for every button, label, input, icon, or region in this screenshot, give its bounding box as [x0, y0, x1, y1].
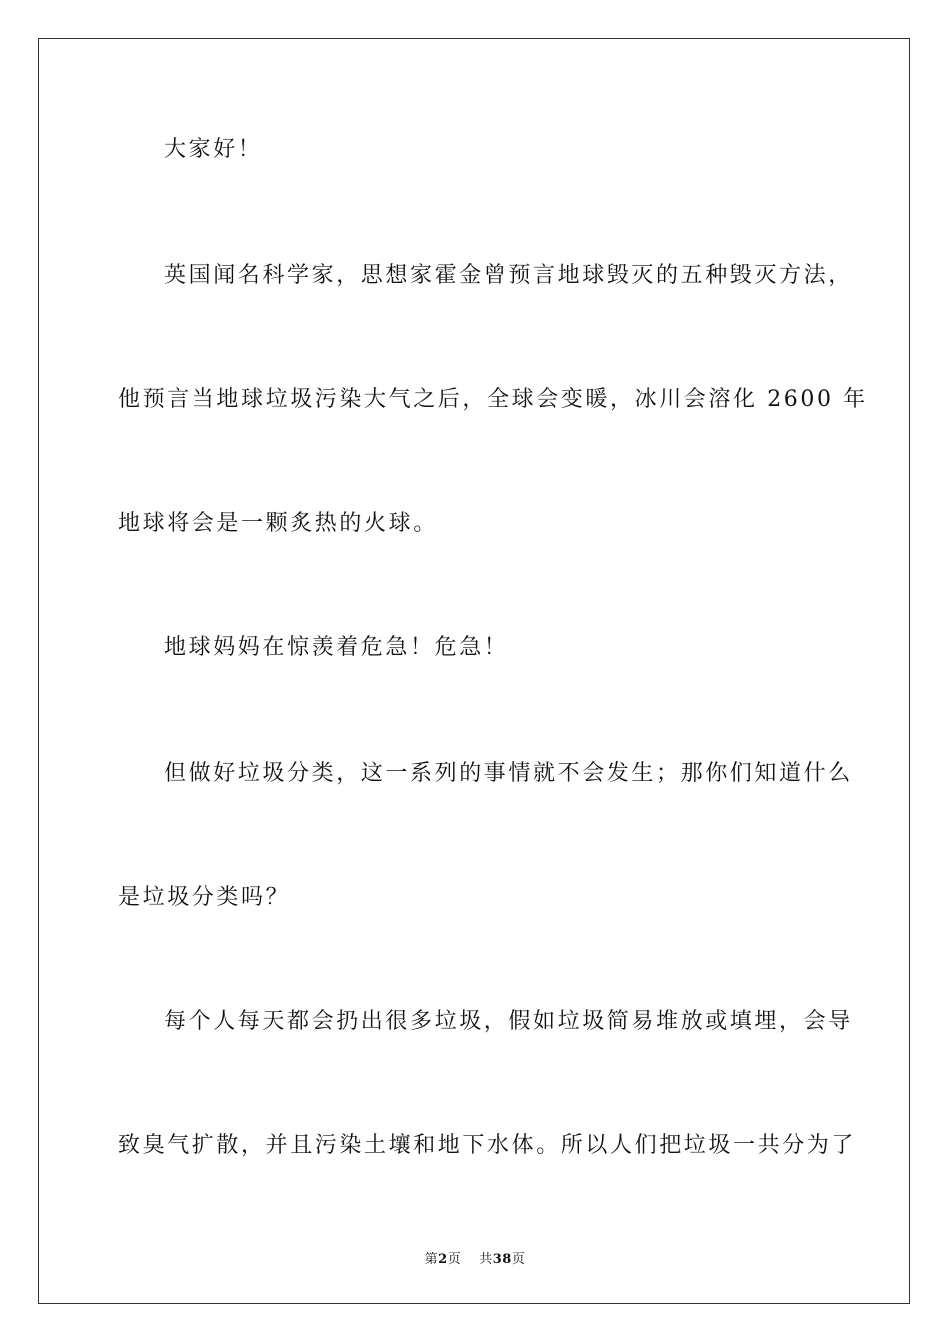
page-footer — [0, 1248, 950, 1267]
page-border — [38, 38, 910, 1304]
paragraph-line: 地球妈妈在惊羡着危急！危急！ — [164, 635, 509, 660]
paragraph-line: 致臭气扩散，并且污染土壤和地下水体。所以人们把垃圾一共分为了 — [118, 1133, 857, 1158]
page-number: 2 — [438, 1252, 448, 1267]
page-suffix: 页 — [447, 1252, 462, 1267]
paragraph-line: 地球将会是一颗炙热的火球。 — [118, 511, 438, 536]
paragraph-line: 是垃圾分类吗？ — [118, 885, 291, 910]
total-pages: 38 — [492, 1252, 512, 1267]
paragraph-line: 但做好垃圾分类，这一系列的事情就不会发生；那你们知道什么 — [164, 761, 853, 786]
paragraph-line: 英国闻名科学家，思想家霍金曾预言地球毁灭的五种毁灭方法， — [164, 263, 853, 288]
total-prefix: 共 — [479, 1252, 493, 1267]
total-suffix: 页 — [511, 1252, 526, 1267]
paragraph-line: 每个人每天都会扔出很多垃圾，假如垃圾简易堆放或填埋，会导 — [164, 1009, 853, 1034]
page-prefix: 第 — [424, 1252, 439, 1267]
paragraph-line: 他预言当地球垃圾污染大气之后，全球会变暖，冰川会溶化 2600 年 — [118, 387, 868, 412]
paragraph-greeting: 大家好！ — [164, 137, 263, 162]
